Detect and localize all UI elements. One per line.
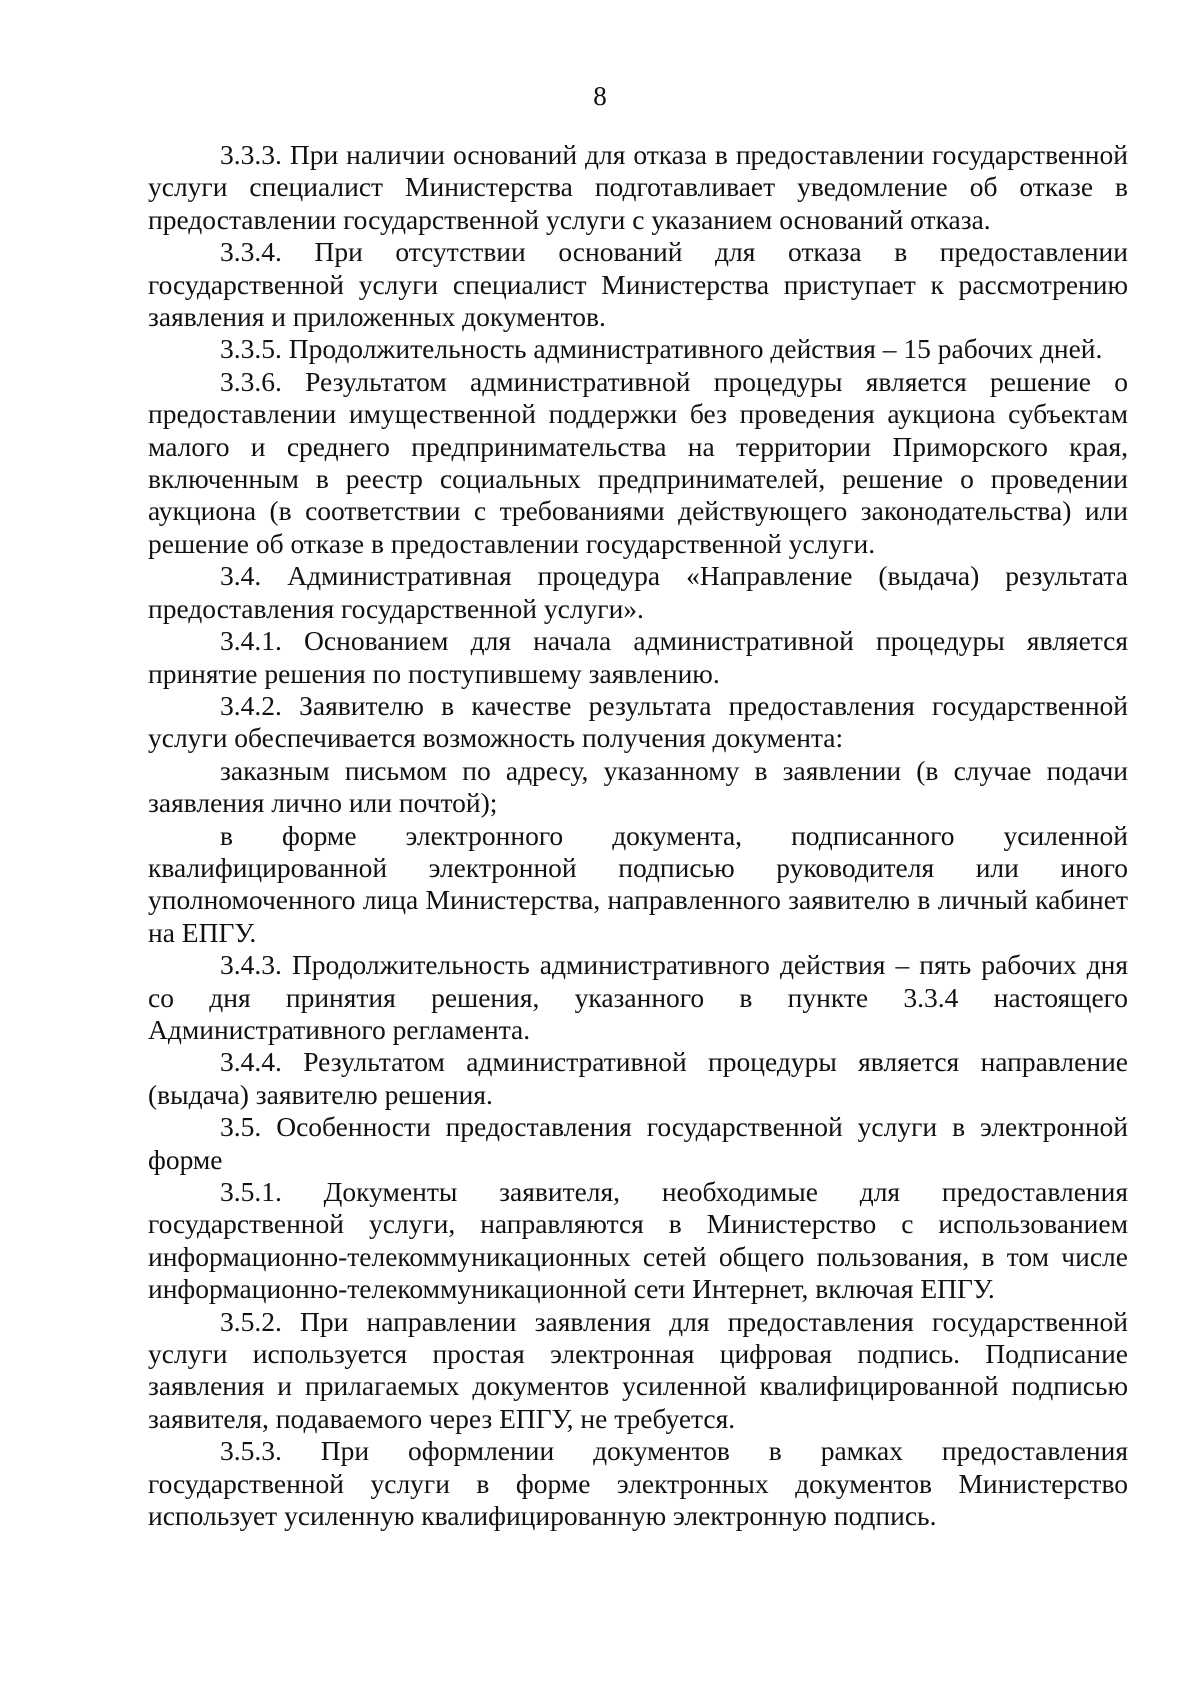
document-body (148, 139, 1128, 1532)
paragraph-3-3-3: 3.3.3. При наличии оснований для отказа в предоставлении государственной услуги специалист Министерства подготавливает уведомление об отказе в предоставлении государственной услуги с указанием оснований отказа. (148, 139, 1128, 235)
paragraph-3-3-5: 3.3.5. Продолжительность административного действия – 15 рабочих дней. (220, 333, 1103, 365)
paragraph-3-3-6: 3.3.6. Результатом административной процедуры является решение о предоставлении имущественной поддержки без проведения аукциона субъектам малого и среднего предпринимательства на территории Приморского края, включенным в реестр социальных предпринимателей, решение о проведении аукциона (в соответствии с требованиями действующего законодательства) или решение об отказе в предоставлении государственной услуги. (148, 365, 1128, 559)
paragraph-delivery-mail: заказным письмом по адресу, указанному в заявлении (в случае подачи заявления лично или почтой); (148, 754, 1128, 819)
paragraph-3-4-2: 3.4.2. Заявителю в качестве результата предоставления государственной услуги обеспечивается возможность получения документа: (148, 689, 1128, 754)
paragraph-3-5: 3.5. Особенности предоставления государственной услуги в электронной форме (148, 1111, 1128, 1175)
paragraph-3-3-4: 3.3.4. При отсутствии оснований для отказа в предоставлении государственной услуги специалист Министерства приступает к рассмотрению заявления и приложенных документов. (148, 236, 1128, 333)
paragraph-3-5-1: 3.5.1. Документы заявителя, необходимые для предоставления государственной услуги, направляются в Министерство с использованием информационно-телекоммуникационных сетей общего пользования, в том числе информационно-телекоммуникационной сети Интернет, включая ЕПГУ. (148, 1176, 1128, 1305)
page-number: 8 (593, 81, 607, 111)
paragraph-delivery-electronic: в форме электронного документа, подписанного усиленной квалифицированной электронной подписью руководителя или иного уполномоченного лица Министерства, направленного заявителю в личный кабинет на ЕПГУ. (148, 819, 1128, 948)
paragraph-3-4-1: 3.4.1. Основанием для начала административной процедуры является принятие решения по поступившему заявлению. (148, 625, 1128, 689)
paragraph-3-4-3: 3.4.3. Продолжительность административного действия – пять рабочих дня со дня принятия решения, указанного в пункте 3.3.4 настоящего Административного регламента. (148, 949, 1128, 1045)
paragraph-3-4-4: 3.4.4. Результатом административной процедуры является направление (выдача) заявителю решения. (148, 1046, 1128, 1110)
paragraph-3-5-3: 3.5.3. При оформлении документов в рамках предоставления государственной услуги в форме электронных документов Министерство использует усиленную квалифицированную электронную подпись. (148, 1435, 1128, 1532)
paragraph-3-4: 3.4. Административная процедура «Направление (выдача) результата предоставления государственной услуги». (148, 560, 1128, 624)
paragraph-3-5-2: 3.5.2. При направлении заявления для предоставления государственной услуги используется простая электронная цифровая подпись. Подписание заявления и прилагаемых документов усиленной квалифицированной подписью заявителя, подаваемого через ЕПГУ, не требуется. (148, 1305, 1128, 1434)
